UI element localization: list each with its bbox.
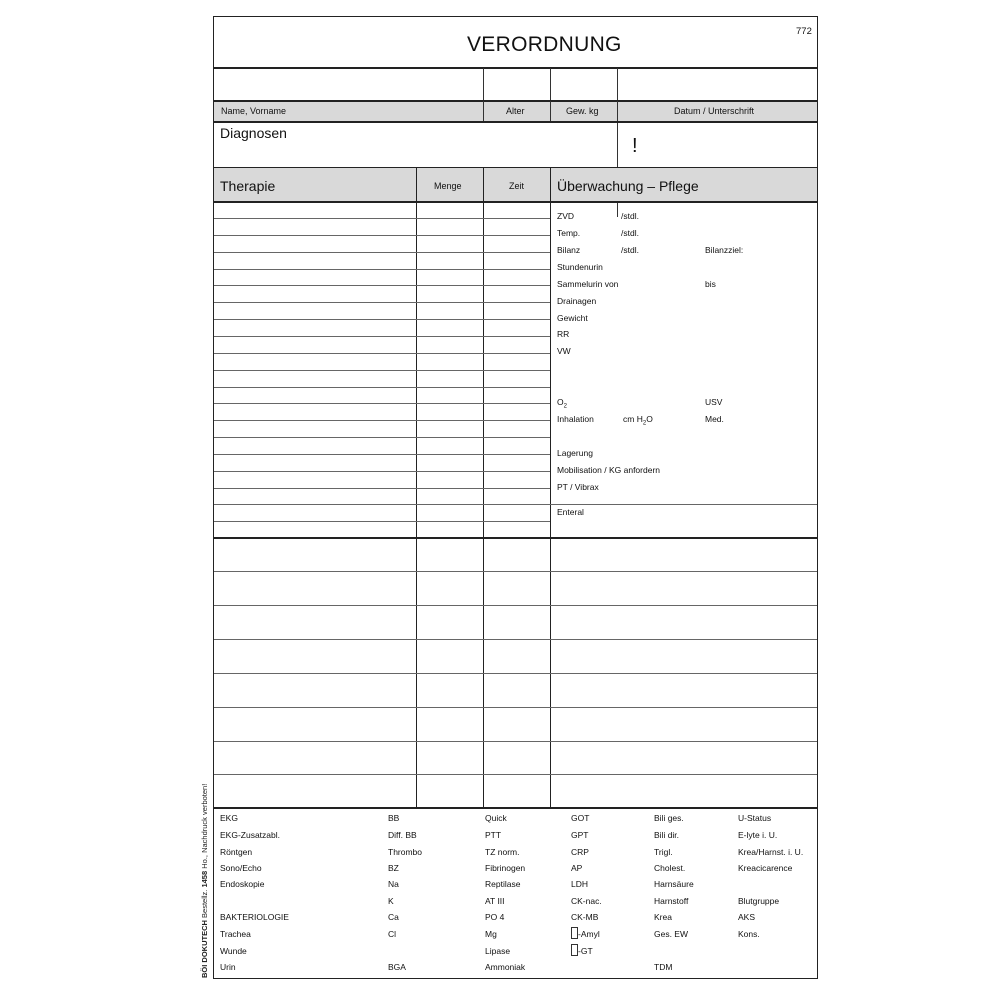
- lower-entry-area[interactable]: [214, 538, 817, 806]
- weight-field[interactable]: [551, 68, 617, 100]
- lab-item[interactable]: Diff. BB: [388, 830, 417, 840]
- enteral-label: Enteral: [557, 507, 584, 517]
- amount-header: Menge: [434, 181, 462, 191]
- lab-item[interactable]: PO 4: [485, 912, 505, 922]
- lab-item[interactable]: -GT: [578, 946, 593, 956]
- lab-item[interactable]: Harnstoff: [654, 896, 689, 906]
- lab-item[interactable]: Bili ges.: [654, 813, 684, 823]
- med-label: Med.: [705, 414, 724, 424]
- lab-item[interactable]: Trachea: [220, 929, 251, 939]
- pt-vibrax-label: PT / Vibrax: [557, 482, 599, 492]
- lagerung-label: Lagerung: [557, 448, 593, 458]
- form-title: VERORDNUNG: [467, 33, 622, 56]
- lab-item[interactable]: Kons.: [738, 929, 760, 939]
- lab-item[interactable]: Cl: [388, 929, 397, 939]
- age-label: Alter: [506, 106, 525, 116]
- lab-item[interactable]: Krea/Harnst. i. U.: [738, 847, 804, 857]
- mobilisation-label: Mobilisation / KG anfordern: [557, 465, 660, 475]
- name-label: Name, Vorname: [221, 106, 287, 116]
- lab-item[interactable]: Wunde: [220, 946, 247, 956]
- lab-item[interactable]: K: [388, 896, 394, 906]
- usv-label: USV: [705, 397, 723, 407]
- bilanzziel-label: Bilanzziel:: [705, 245, 744, 255]
- divider: [550, 101, 551, 121]
- checkbox-icon[interactable]: [571, 927, 578, 939]
- lab-item[interactable]: Sono/Echo: [220, 863, 262, 873]
- lab-item[interactable]: Kreacicarence: [738, 863, 793, 873]
- lab-item[interactable]: CRP: [571, 847, 589, 857]
- age-field[interactable]: [484, 68, 550, 100]
- divider: [483, 101, 484, 121]
- lab-item[interactable]: Na: [388, 879, 399, 889]
- lab-item[interactable]: Mg: [485, 929, 497, 939]
- sammelurin-bis-label: bis: [705, 279, 716, 289]
- inhalation-label: Inhalation: [557, 414, 594, 424]
- side-print: BÖI DOKUTECH Bestellz. 1458 Ho., Nachdruck verboten!: [200, 783, 209, 978]
- lab-item[interactable]: Endoskopie: [220, 879, 265, 889]
- drainagen-label: Drainagen: [557, 296, 597, 306]
- date-signature-label: Datum / Unterschrift: [674, 106, 755, 116]
- lab-item[interactable]: Urin: [220, 962, 236, 972]
- lab-item[interactable]: TDM: [654, 962, 673, 972]
- stundenurin-label: Stundenurin: [557, 262, 603, 272]
- lab-item[interactable]: Reptilase: [485, 879, 521, 889]
- lab-item[interactable]: Röntgen: [220, 847, 253, 857]
- lab-item[interactable]: BZ: [388, 863, 399, 873]
- lab-item[interactable]: Ca: [388, 912, 399, 922]
- temp-unit: /stdl.: [621, 228, 639, 238]
- bilanz-label: Bilanz: [557, 245, 581, 255]
- lab-item[interactable]: BGA: [388, 962, 406, 972]
- lab-item[interactable]: EKG: [220, 813, 238, 823]
- diagnoses-label: Diagnosen: [220, 125, 287, 141]
- zvd-unit: /stdl.: [621, 211, 639, 221]
- monitoring-header: Überwachung – Pflege: [557, 178, 699, 194]
- lab-item[interactable]: Krea: [654, 912, 672, 922]
- lab-item[interactable]: AKS: [738, 912, 756, 922]
- diagnoses-field[interactable]: [214, 122, 616, 166]
- name-field[interactable]: [214, 68, 483, 100]
- lab-section: [214, 808, 817, 978]
- lab-item[interactable]: Fibrinogen: [485, 863, 526, 873]
- lab-item[interactable]: LDH: [571, 879, 589, 889]
- sammelurin-label: Sammelurin von: [557, 279, 619, 289]
- lab-item[interactable]: Bili dir.: [654, 830, 680, 840]
- lab-item[interactable]: Ammoniak: [485, 962, 526, 972]
- lab-item[interactable]: GPT: [571, 830, 589, 840]
- order-form: [213, 16, 818, 979]
- date-signature-field[interactable]: [618, 68, 817, 100]
- lab-item[interactable]: TZ norm.: [485, 847, 520, 857]
- alert-mark: !: [632, 135, 638, 157]
- lab-item[interactable]: EKG-Zusatzabl.: [220, 830, 280, 840]
- lab-item[interactable]: E-lyte i. U.: [738, 830, 778, 840]
- bilanz-unit: /stdl.: [621, 245, 639, 255]
- temp-label: Temp.: [557, 228, 581, 238]
- lab-item[interactable]: Trigl.: [654, 847, 673, 857]
- lab-item[interactable]: GOT: [571, 813, 590, 823]
- lab-item[interactable]: PTT: [485, 830, 502, 840]
- lab-item[interactable]: Cholest.: [654, 863, 686, 873]
- divider: [617, 101, 618, 121]
- zvd-label: ZVD: [557, 211, 574, 221]
- monitoring-entry-area[interactable]: [551, 202, 817, 537]
- vw-label: VW: [557, 346, 571, 356]
- lab-item[interactable]: BB: [388, 813, 400, 823]
- lab-item[interactable]: Thrombo: [388, 847, 423, 857]
- checkbox-icon[interactable]: [571, 944, 578, 956]
- lab-item[interactable]: Lipase: [485, 946, 511, 956]
- divider: [214, 100, 817, 102]
- lab-item[interactable]: CK-MB: [571, 912, 599, 922]
- lab-item[interactable]: U-Status: [738, 813, 772, 823]
- lab-item[interactable]: -Amyl: [578, 929, 600, 939]
- lab-item[interactable]: Harnsäure: [654, 879, 694, 889]
- time-header: Zeit: [509, 181, 525, 191]
- form-number: 772: [796, 26, 812, 37]
- lab-item[interactable]: Ges. EW: [654, 929, 689, 939]
- lab-item[interactable]: AP: [571, 863, 583, 873]
- gewicht-label: Gewicht: [557, 313, 588, 323]
- weight-label: Gew. kg: [566, 106, 599, 116]
- o2-label: $O_2$: [557, 397, 567, 410]
- lab-item[interactable]: AT III: [485, 896, 505, 906]
- lab-item[interactable]: BAKTERIOLOGIE: [220, 912, 289, 922]
- lab-item[interactable]: Quick: [485, 813, 507, 823]
- lab-item[interactable]: Blutgruppe: [738, 896, 780, 906]
- lab-item[interactable]: CK-nac.: [571, 896, 602, 906]
- therapy-header: Therapie: [220, 178, 276, 194]
- therapy-entry-area[interactable]: [214, 202, 549, 537]
- rr-label: RR: [557, 329, 570, 339]
- cm-h2o-label: cm $H_2O$: [623, 414, 653, 427]
